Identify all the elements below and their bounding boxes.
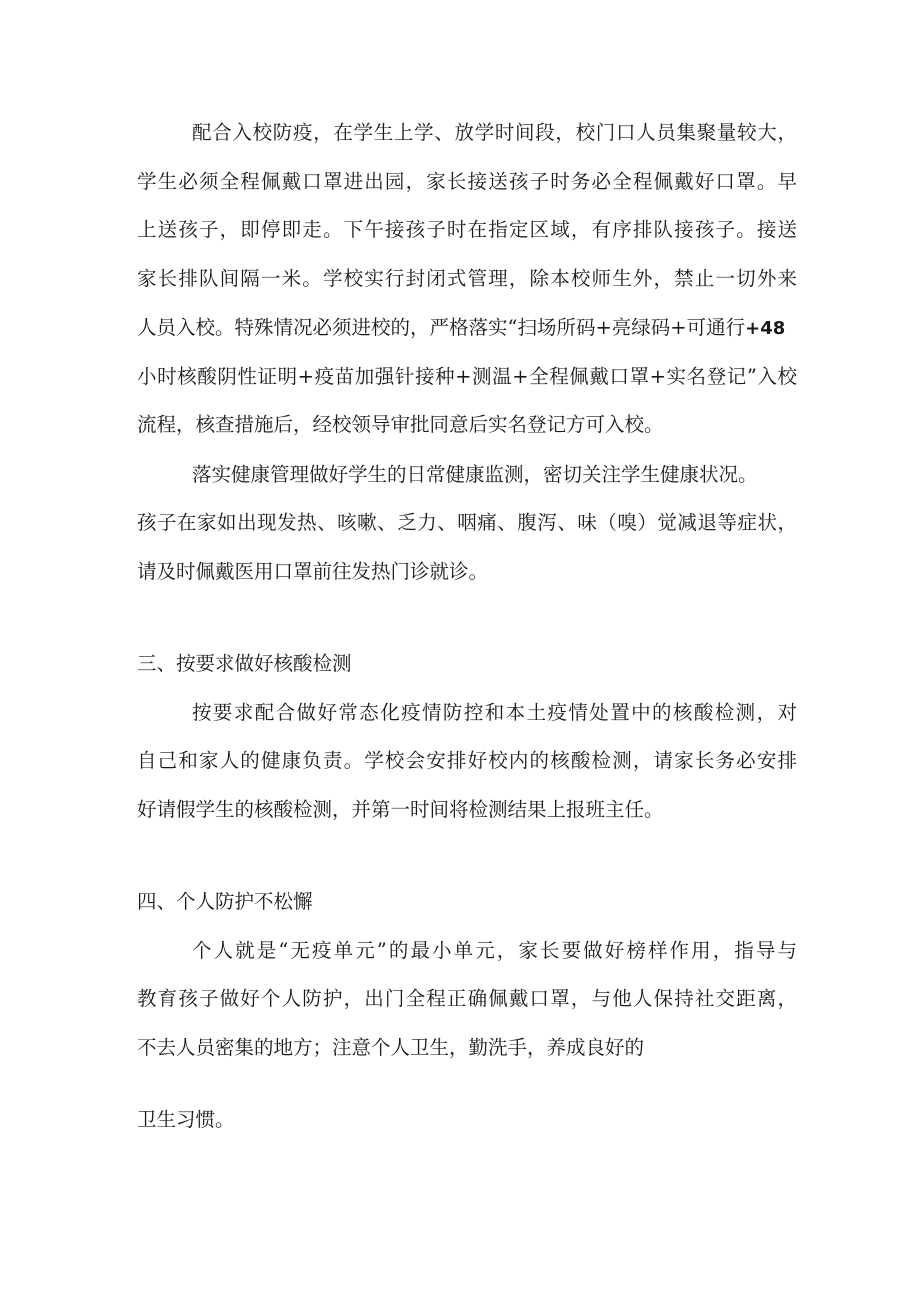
para1-line-4: 家长排队间隔一米。学校实行封闭式管理，除本校师生外，禁止一切外来 [137, 267, 797, 290]
para1-line-7: 流程，核查措施后，经校领导审批同意后实名登记方可入校。 [137, 413, 664, 436]
section4-heading: 四、个人防护不松懈 [137, 890, 313, 913]
para1-line-2: 学生必须全程佩戴口罩进出园，家长接送孩子时务必全程佩戴好口罩。早 [137, 170, 797, 193]
para1-line-3: 上送孩子，即停即走。下午接孩子时在指定区域，有序排队接孩子。接送 [137, 218, 797, 241]
section4-line-2: 教育孩子做好个人防护，出门全程正确佩戴口罩，与他人保持社交距离， [137, 987, 797, 1010]
section4-line-4: 卫生习惯。 [137, 1108, 235, 1131]
para1-line-1: 配合入校防疫，在学生上学、放学时间段，校门口人员集聚量较大， [192, 121, 797, 144]
section3-heading: 三、按要求做好核酸检测 [137, 652, 352, 675]
para2-line-3: 请及时佩戴医用口罩前往发热门诊就诊。 [137, 560, 489, 583]
para1-line-6: 小时核酸阴性证明+疫苗加强针接种+测温+全程佩戴口罩+实名登记”入校 [137, 365, 797, 388]
section3-line-1: 按要求配合做好常态化疫情防控和本土疫情处置中的核酸检测，对 [192, 701, 797, 724]
section4-line-3: 不去人员密集的地方；注意个人卫生，勤洗手，养成良好的 [137, 1036, 645, 1059]
para2-line-2: 孩子在家如出现发热、咳嗽、乏力、咽痛、腹泻、味（嗅）觉减退等症状， [137, 511, 797, 534]
section4-line-1: 个人就是“无疫单元”的最小单元，家长要做好榜样作用，指导与 [192, 939, 797, 962]
para1-line-5-text: 人员入校。特殊情况必须进校的，严格落实“扫场所码+亮绿码+可通行 [137, 316, 746, 339]
section3-line-3: 好请假学生的核酸检测，并第一时间将检测结果上报班主任。 [137, 798, 664, 821]
section3-line-2: 自己和家人的健康负责。学校会安排好校内的核酸检测，请家长务必安排 [137, 749, 797, 772]
para1-line-5 [137, 315, 797, 342]
para2-line-1: 落实健康管理做好学生的日常健康监测，密切关注学生健康状况。 [192, 463, 758, 486]
para1-line-5-bold: +48 [745, 318, 786, 339]
